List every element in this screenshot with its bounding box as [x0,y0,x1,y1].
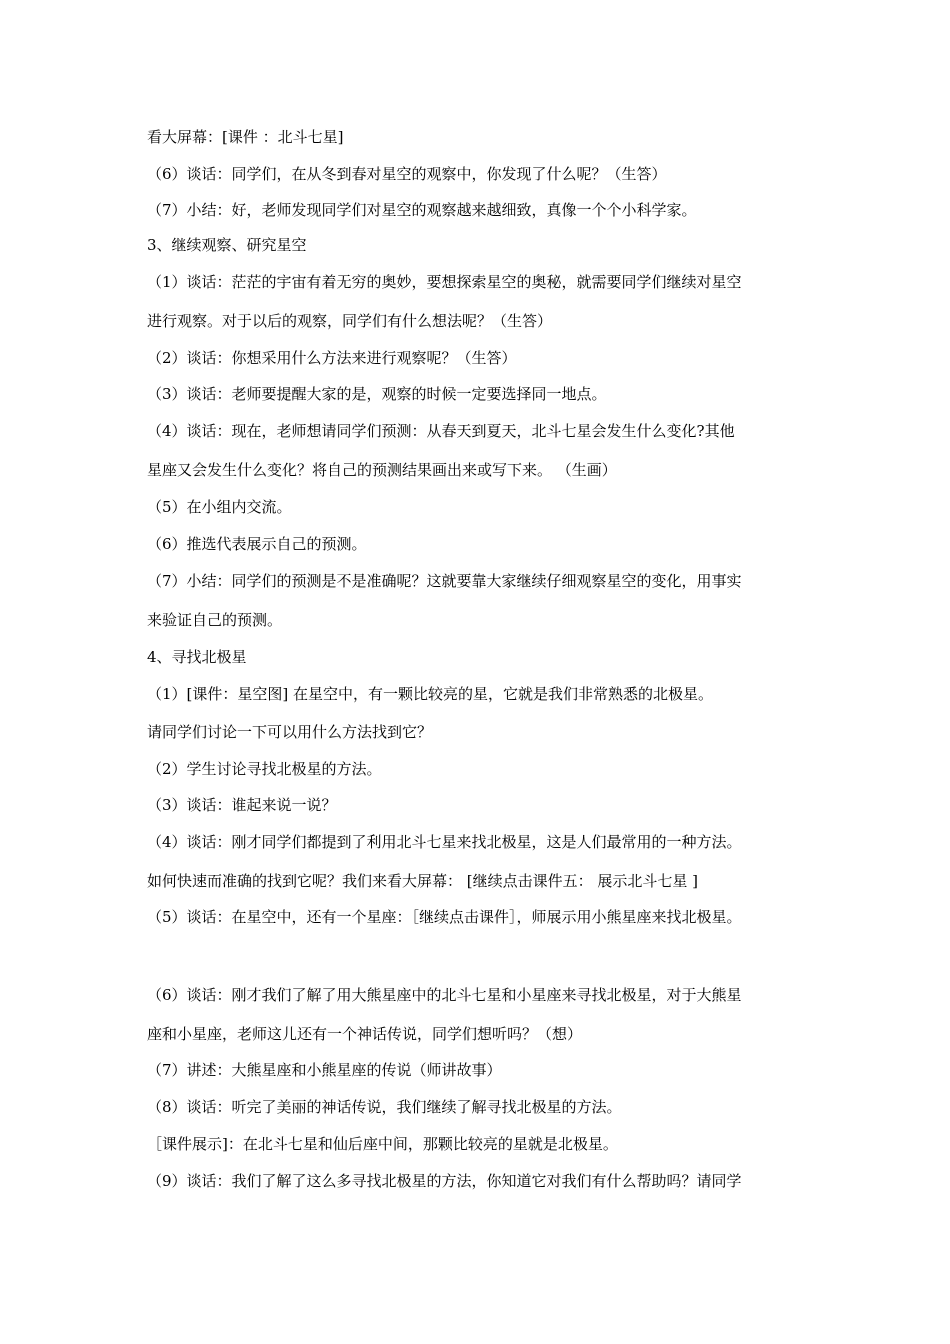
text-line: （7）讲述：大熊星座和小熊星座的传说（师讲故事） [147,1061,502,1079]
text-line: 进行观察。对于以后的观察，同学们有什么想法呢？（生答） [147,312,553,330]
text-line: （5）谈话：在星空中，还有一个星座：［继续点击课件］，师展示用小熊星座来找北极星。 [147,908,742,926]
text-line: （2）谈话：你想采用什么方法来进行观察呢？（生答） [147,349,517,367]
text-line: 看大屏幕：[课件 ：北斗七星] [147,128,344,146]
text-line: （9）谈话：我们了解了这么多寻找北极星的方法，你知道它对我们有什么帮助吗？请同学 [147,1172,742,1190]
text-line: （6）谈话：刚才我们了解了用大熊星座中的北斗七星和小星座来寻找北极星，对于大熊星 [147,986,742,1004]
text-line: （4）谈话：现在，老师想请同学们预测：从春天到夏天，北斗七星会发生什么变化?其他 [147,422,735,440]
text-line: （8）谈话：听完了美丽的神话传说，我们继续了解寻找北极星的方法。 [147,1098,622,1116]
text-line: （7）小结：好，老师发现同学们对星空的观察越来越细致，真像一个个小科学家。 [147,201,697,219]
text-line: （6）谈话：同学们，在从冬到春对星空的观察中，你发现了什么呢？（生答） [147,165,667,183]
text-line: 如何快速而准确的找到它呢？我们来看大屏幕： [继续点击课件五： 展示北斗七星 ] [147,872,699,890]
text-line: （6）推选代表展示自己的预测。 [147,535,367,553]
text-line: ［课件展示]：在北斗七星和仙后座中间，那颗比较亮的星就是北极星。 [147,1135,618,1153]
text-line: （7）小结：同学们的预测是不是准确呢？这就要靠大家继续仔细观察星空的变化，用事实 [147,572,742,590]
section-heading: 3、继续观察、研究星空 [147,236,307,254]
text-line: （1）谈话：茫茫的宇宙有着无穷的奥妙，要想探索星空的奥秘，就需要同学们继续对星空 [147,273,742,291]
text-line: 来验证自己的预测。 [147,611,283,629]
text-line: （1）[课件：星空图] 在星空中，有一颗比较亮的星，它就是我们非常熟悉的北极星。 [147,685,714,703]
text-line: 座和小星座，老师这儿还有一个神话传说，同学们想听吗？（想） [147,1025,583,1043]
text-line: 星座又会发生什么变化？将自己的预测结果画出来或写下来。 （生画） [147,461,617,479]
text-line: （3）谈话：老师要提醒大家的是，观察的时候一定要选择同一地点。 [147,385,607,403]
section-heading: 4、寻找北极星 [147,648,247,666]
text-line: （5）在小组内交流。 [147,498,292,516]
text-line: （4）谈话：刚才同学们都提到了利用北斗七星来找北极星，这是人们最常用的一种方法。 [147,833,742,851]
text-line: 请同学们讨论一下可以用什么方法找到它？ [147,723,433,741]
text-line: （3）谈话：谁起来说一说？ [147,796,337,814]
text-line: （2）学生讨论寻找北极星的方法。 [147,760,382,778]
